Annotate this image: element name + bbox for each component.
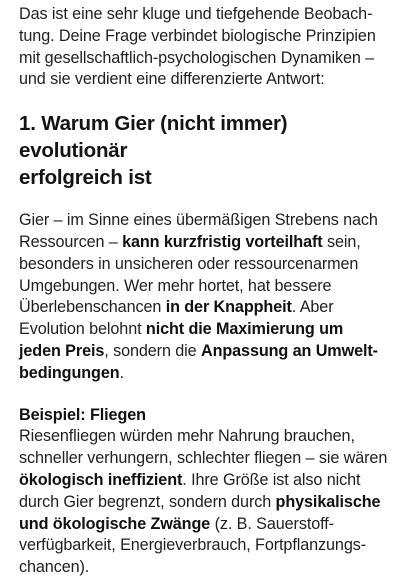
text-run: Ressourcen – bbox=[19, 232, 123, 251]
section-heading bbox=[19, 110, 390, 191]
emphasis-text: kann kurzfristig vorteilhaft bbox=[122, 232, 323, 251]
text-run: . Aber bbox=[291, 298, 334, 317]
emphasis-text: jeden Preis bbox=[19, 341, 105, 360]
text-line: Gier – im Sinne eines übermäßigen Strebens nach bbox=[19, 211, 378, 230]
emphasis-text: nicht die Maximierung um bbox=[145, 320, 344, 339]
emphasis-text: bedingungen bbox=[19, 363, 120, 382]
intro-line: tung. Deine Frage verbindet biologische Prinzipien bbox=[19, 26, 376, 45]
emphasis-text: Anpassung an Umwelt- bbox=[200, 341, 378, 360]
text-run: durch Gier begrenzt, sondern durch bbox=[19, 492, 276, 511]
text-line: verfügbarkeit, Energieverbrauch, Fortpflanzungs- bbox=[19, 536, 367, 555]
example-paragraph bbox=[19, 426, 390, 579]
intro-paragraph bbox=[19, 4, 390, 91]
text-run: Evolution belohnt bbox=[19, 320, 146, 339]
text-run: Überlebenschancen bbox=[19, 298, 166, 317]
heading-line: 1. Warum Gier (nicht immer) evolutionär bbox=[19, 112, 288, 163]
text-run: . bbox=[119, 363, 124, 382]
emphasis-text: und ökologische Zwänge bbox=[19, 514, 211, 533]
emphasis-text: ökologisch ineffizient bbox=[19, 470, 183, 489]
text-line: Umgebungen. Wer mehr hortet, hat bessere bbox=[19, 276, 332, 295]
text-line: schneller verhungern, schlechter fliegen – sie wären bbox=[19, 449, 388, 468]
example-title: Beispiel: Fliegen bbox=[19, 405, 146, 424]
heading-line: erfolgreich ist bbox=[19, 166, 152, 190]
emphasis-text: physikalische bbox=[275, 492, 381, 511]
emphasis-text: in der Knappheit bbox=[165, 298, 292, 317]
intro-line: Das ist eine sehr kluge und tiefgehende Beobach- bbox=[19, 5, 373, 23]
intro-line: und sie verdient eine differenzierte Antwort: bbox=[19, 70, 325, 89]
text-run: , sondern die bbox=[104, 341, 201, 360]
text-line: chancen). bbox=[19, 558, 90, 577]
text-run: (z. B. Sauerstoff- bbox=[210, 514, 334, 533]
text-line: besonders in unsicheren oder ressourcenarmen bbox=[19, 254, 359, 273]
body-paragraph bbox=[19, 210, 390, 384]
text-line: Riesenfliegen würden mehr Nahrung brauchen, bbox=[19, 427, 355, 446]
text-run: . Ihre Größe ist also nicht bbox=[182, 470, 361, 489]
text-run: sein, bbox=[322, 232, 361, 251]
intro-line: mit gesellschaftlich-psychologischen Dynamiken – bbox=[19, 48, 375, 67]
